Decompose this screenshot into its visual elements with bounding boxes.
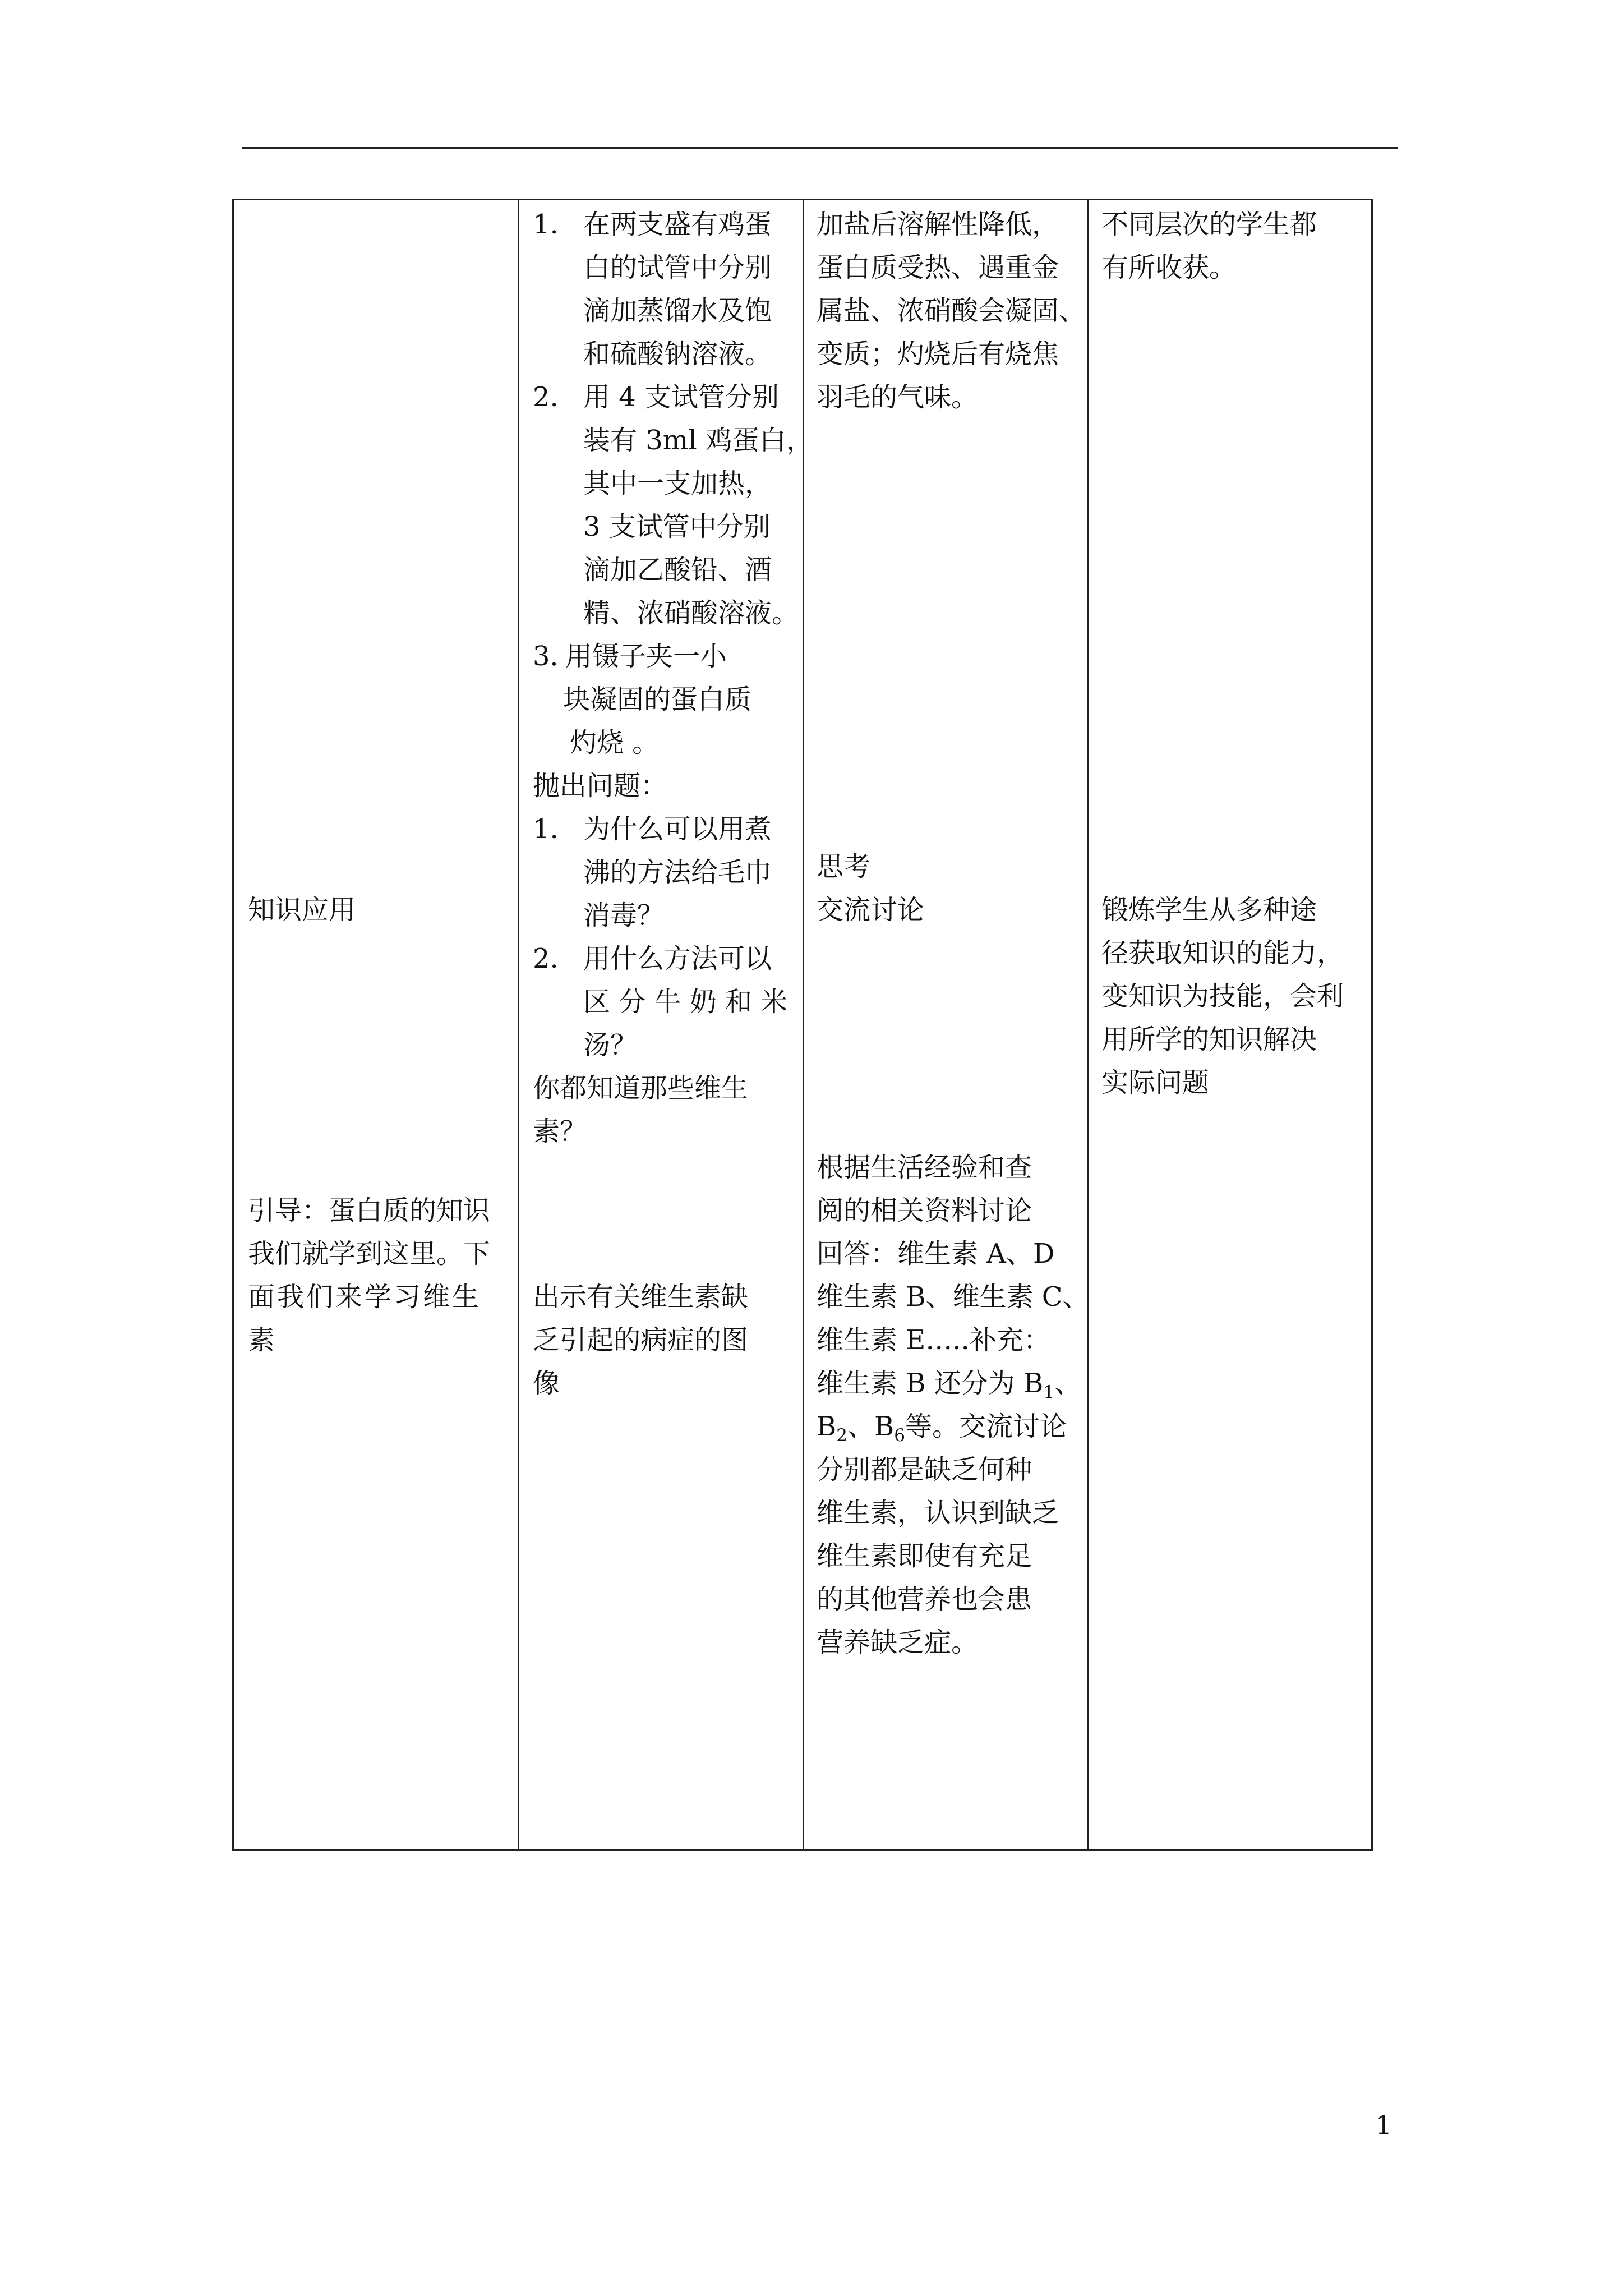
ability-line: 径获取知识的能力， bbox=[1101, 937, 1344, 969]
experiment-2-text bbox=[583, 376, 813, 635]
question-line: 汤？ bbox=[583, 1029, 638, 1061]
experiment-line: 用 4 支试管分别 bbox=[583, 381, 780, 413]
question-1-marker: 1. bbox=[533, 813, 559, 845]
experiment-line: 3 支试管中分别 bbox=[583, 511, 771, 542]
guide-line: 我们就学到这里。下 bbox=[248, 1238, 491, 1269]
think-label: 思考 bbox=[817, 851, 871, 882]
experiment-line: 滴加乙酸铅、酒 bbox=[583, 554, 772, 586]
experiment-results bbox=[817, 203, 1086, 419]
discussion-line: 分别都是缺乏何种 bbox=[817, 1454, 1032, 1485]
ability-line: 实际问题 bbox=[1101, 1067, 1210, 1098]
subscript: 6 bbox=[894, 1425, 906, 1446]
question-1-text bbox=[583, 808, 772, 937]
experiment-line: 其中一支加热， bbox=[583, 468, 772, 499]
discussion-text: 等。交流讨论 bbox=[905, 1411, 1067, 1442]
vitamin-b-text: 维生素 B 还分为 B bbox=[817, 1368, 1044, 1399]
guide-line: 引导：蛋白质的知识 bbox=[248, 1195, 491, 1226]
discussion-line: 维生素 E…..补充： bbox=[817, 1324, 1050, 1356]
vitamin-b-text: B bbox=[817, 1411, 837, 1442]
vitamin-question bbox=[533, 1067, 748, 1153]
gain-line: 有所收获。 bbox=[1101, 252, 1237, 283]
gain-text bbox=[1101, 203, 1317, 289]
discussion-line: 根据生活经验和查 bbox=[817, 1152, 1032, 1183]
vitamin-b-text: 、B bbox=[847, 1411, 895, 1442]
experiment-line: 在两支盛有鸡蛋 bbox=[583, 209, 772, 240]
column-divider-1 bbox=[518, 200, 519, 1849]
punctuation: 、 bbox=[1054, 1368, 1082, 1399]
knowledge-application-label: 知识应用 bbox=[248, 894, 356, 926]
experiment-3-line-1: 用镊子夹一小 bbox=[565, 641, 727, 672]
discussion-line: 的其他营养也会患 bbox=[817, 1584, 1032, 1615]
vitamin-question-line: 你都知道那些维生 bbox=[533, 1073, 749, 1104]
ability-text bbox=[1101, 889, 1344, 1105]
experiment-3-marker: 3． bbox=[533, 641, 577, 672]
guide-text bbox=[248, 1189, 490, 1362]
question-line: 为什么可以用煮 bbox=[583, 813, 772, 845]
discussion-line: 阅的相关资料讨论 bbox=[817, 1195, 1032, 1226]
result-line: 加盐后溶解性降低， bbox=[817, 209, 1059, 240]
question-line: 消毒？ bbox=[583, 900, 665, 931]
question-line: 沸的方法给毛巾 bbox=[583, 857, 772, 888]
experiment-1-marker: 1. bbox=[533, 209, 559, 240]
discussion-line: 维生素，认识到缺乏 bbox=[817, 1497, 1059, 1529]
vitamin-discussion bbox=[817, 1146, 1090, 1664]
header-rule bbox=[242, 147, 1398, 149]
subscript: 2 bbox=[836, 1425, 848, 1446]
discussion-line bbox=[817, 1362, 1090, 1405]
guide-line: 面我们来学习维生 bbox=[248, 1281, 482, 1313]
page-number: 1 bbox=[1375, 2110, 1392, 2140]
discussion-line: 回答：维生素 A、D bbox=[817, 1238, 1055, 1269]
result-line: 属盐、浓硝酸会凝固、 bbox=[817, 295, 1086, 326]
show-images-text bbox=[533, 1276, 748, 1405]
subscript: 1 bbox=[1043, 1382, 1055, 1402]
experiment-2-marker: 2. bbox=[533, 381, 559, 413]
show-images-line: 像 bbox=[533, 1368, 560, 1399]
question-2-text bbox=[583, 937, 787, 1067]
experiment-line: 精、浓硝酸溶液。 bbox=[583, 597, 799, 629]
experiment-line: 白的试管中分别 bbox=[583, 252, 772, 283]
result-line: 蛋白质受热、遇重金 bbox=[817, 252, 1059, 283]
experiment-line: 滴加蒸馏水及饱 bbox=[583, 295, 772, 326]
question-2-marker: 2. bbox=[533, 943, 559, 974]
show-images-line: 出示有关维生素缺 bbox=[533, 1281, 749, 1313]
ability-line: 变知识为技能，会利 bbox=[1101, 981, 1344, 1012]
show-images-line: 乏引起的病症的图 bbox=[533, 1324, 749, 1356]
experiment-line: 和硫酸钠溶液。 bbox=[583, 338, 772, 370]
experiment-1-text bbox=[583, 203, 772, 376]
discussion-line: 维生素 B、维生素 C、 bbox=[817, 1281, 1090, 1313]
questions-intro: 抛出问题： bbox=[533, 770, 668, 802]
discussion-line: 维生素即使有充足 bbox=[817, 1540, 1032, 1572]
discuss-label: 交流讨论 bbox=[817, 894, 925, 926]
result-line: 羽毛的气味。 bbox=[817, 381, 979, 413]
discussion-line: 营养缺乏症。 bbox=[817, 1627, 979, 1658]
question-line: 用什么方法可以 bbox=[583, 943, 772, 974]
ability-line: 用所学的知识解决 bbox=[1101, 1024, 1317, 1055]
guide-line: 素 bbox=[248, 1324, 275, 1356]
experiment-3-line-3: 灼烧 。 bbox=[570, 727, 660, 758]
question-line: 区 分 牛 奶 和 米 bbox=[583, 986, 788, 1018]
ability-line: 锻炼学生从多种途 bbox=[1101, 894, 1317, 926]
discussion-line bbox=[817, 1405, 1090, 1448]
gain-line: 不同层次的学生都 bbox=[1101, 209, 1317, 240]
result-line: 变质；灼烧后有烧焦 bbox=[817, 338, 1059, 370]
experiment-line: 装有 3ml 鸡蛋白， bbox=[583, 425, 813, 456]
vitamin-question-line: 素？ bbox=[533, 1116, 587, 1147]
experiment-3-line-2: 块凝固的蛋白质 bbox=[563, 684, 752, 715]
